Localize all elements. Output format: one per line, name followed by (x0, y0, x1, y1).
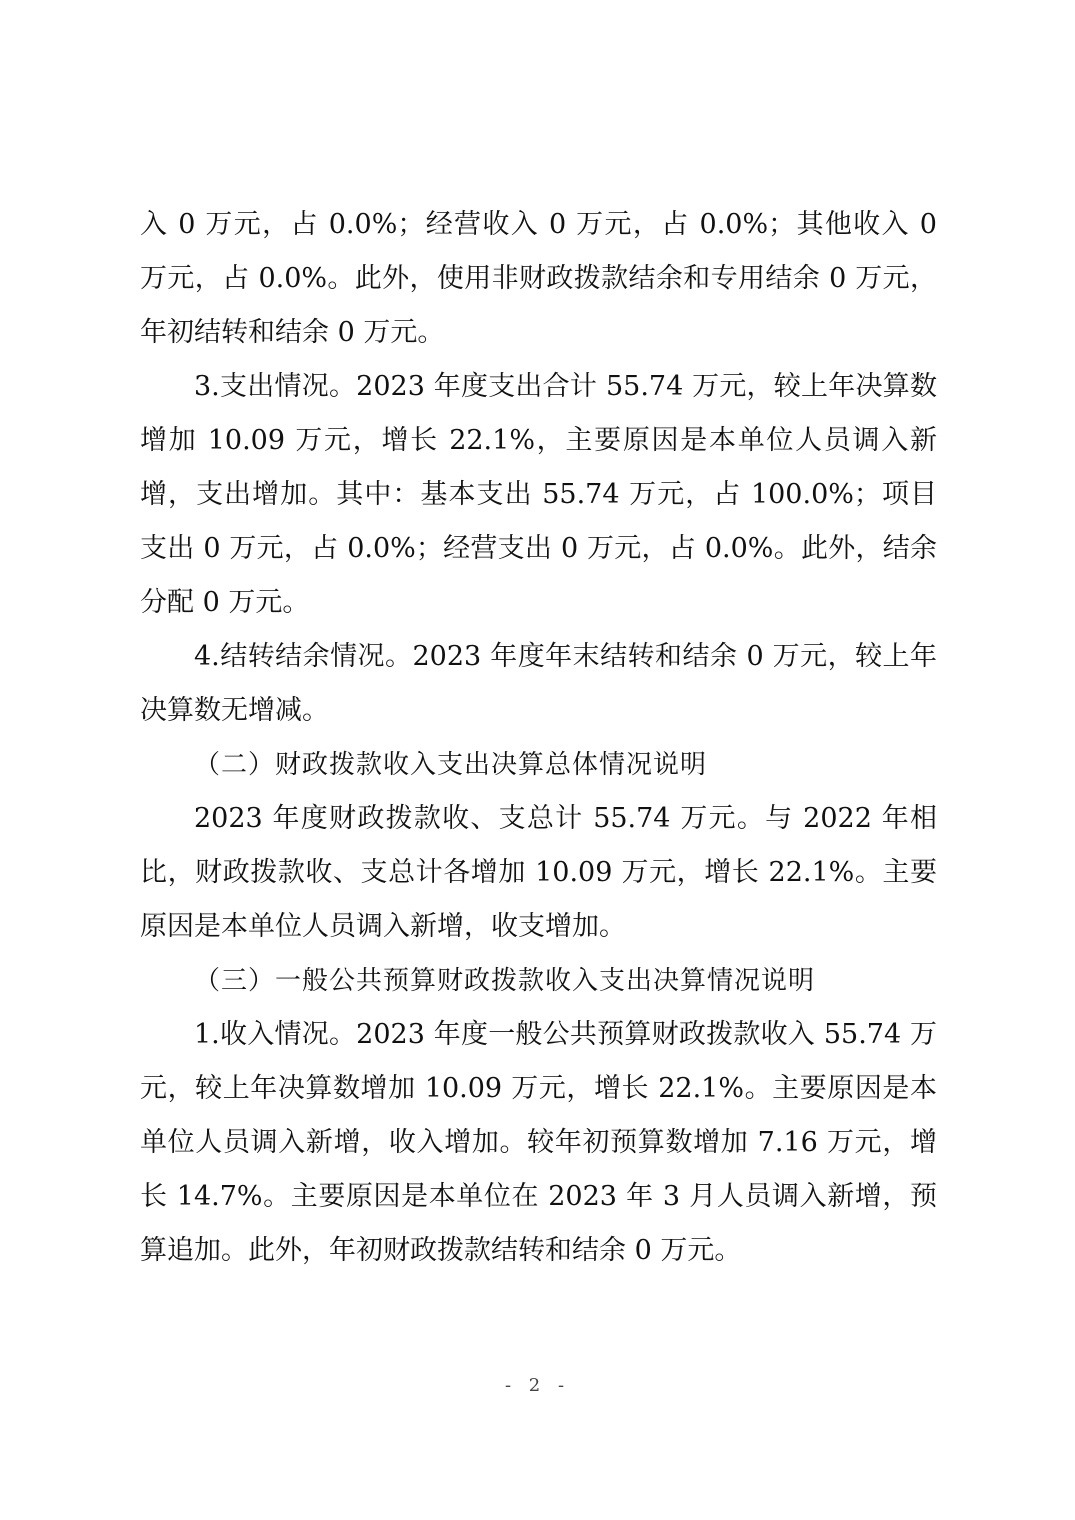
paragraph-general-budget-income: 1.收入情况。2023 年度一般公共预算财政拨款收入 55.74 万元，较上年决算数增加 10.09 万元，增长 22.1%。主要原因是本单位人员调入新增，收入增加。较年初预算数增加 7.16 万元，增长 14.7%。主要原因是本单位在 2023 年 3 月人员调入新增，预算追加。此外，年初财政拨款结转和结余 0 万元。 (140, 1019, 937, 1266)
section-heading-3: （三）一般公共预算财政拨款收入支出决算情况说明 (194, 966, 816, 996)
paragraph-expenditure: 3.支出情况。2023 年度支出合计 55.74 万元，较上年决算数增加 10.09 万元，增长 22.1%，主要原因是本单位人员调入新增，支出增加。其中：基本支出 55.74 万元，占 100.0%；项目支出 0 万元，占 0.0%；经营支出 0 万元，占 0.0%。此外，结余分配 0 万元。 (140, 371, 937, 618)
paragraph-carryover: 4.结转结余情况。2023 年度年末结转和结余 0 万元，较上年决算数无增减。 (140, 641, 937, 726)
page-number: - 2 - (504, 1375, 571, 1396)
section-heading-2: （二）财政拨款收入支出决算总体情况说明 (194, 750, 708, 780)
document-body (140, 198, 937, 1278)
paragraph-fiscal-overall: 2023 年度财政拨款收、支总计 55.74 万元。与 2022 年相比，财政拨款收、支总计各增加 10.09 万元，增长 22.1%。主要原因是本单位人员调入新增，收支增加。 (140, 803, 937, 942)
paragraph-continuation: 入 0 万元，占 0.0%；经营收入 0 万元，占 0.0%；其他收入 0 万元，占 0.0%。此外，使用非财政拨款结余和专用结余 0 万元，年初结转和结余 0 万元。 (140, 209, 937, 348)
